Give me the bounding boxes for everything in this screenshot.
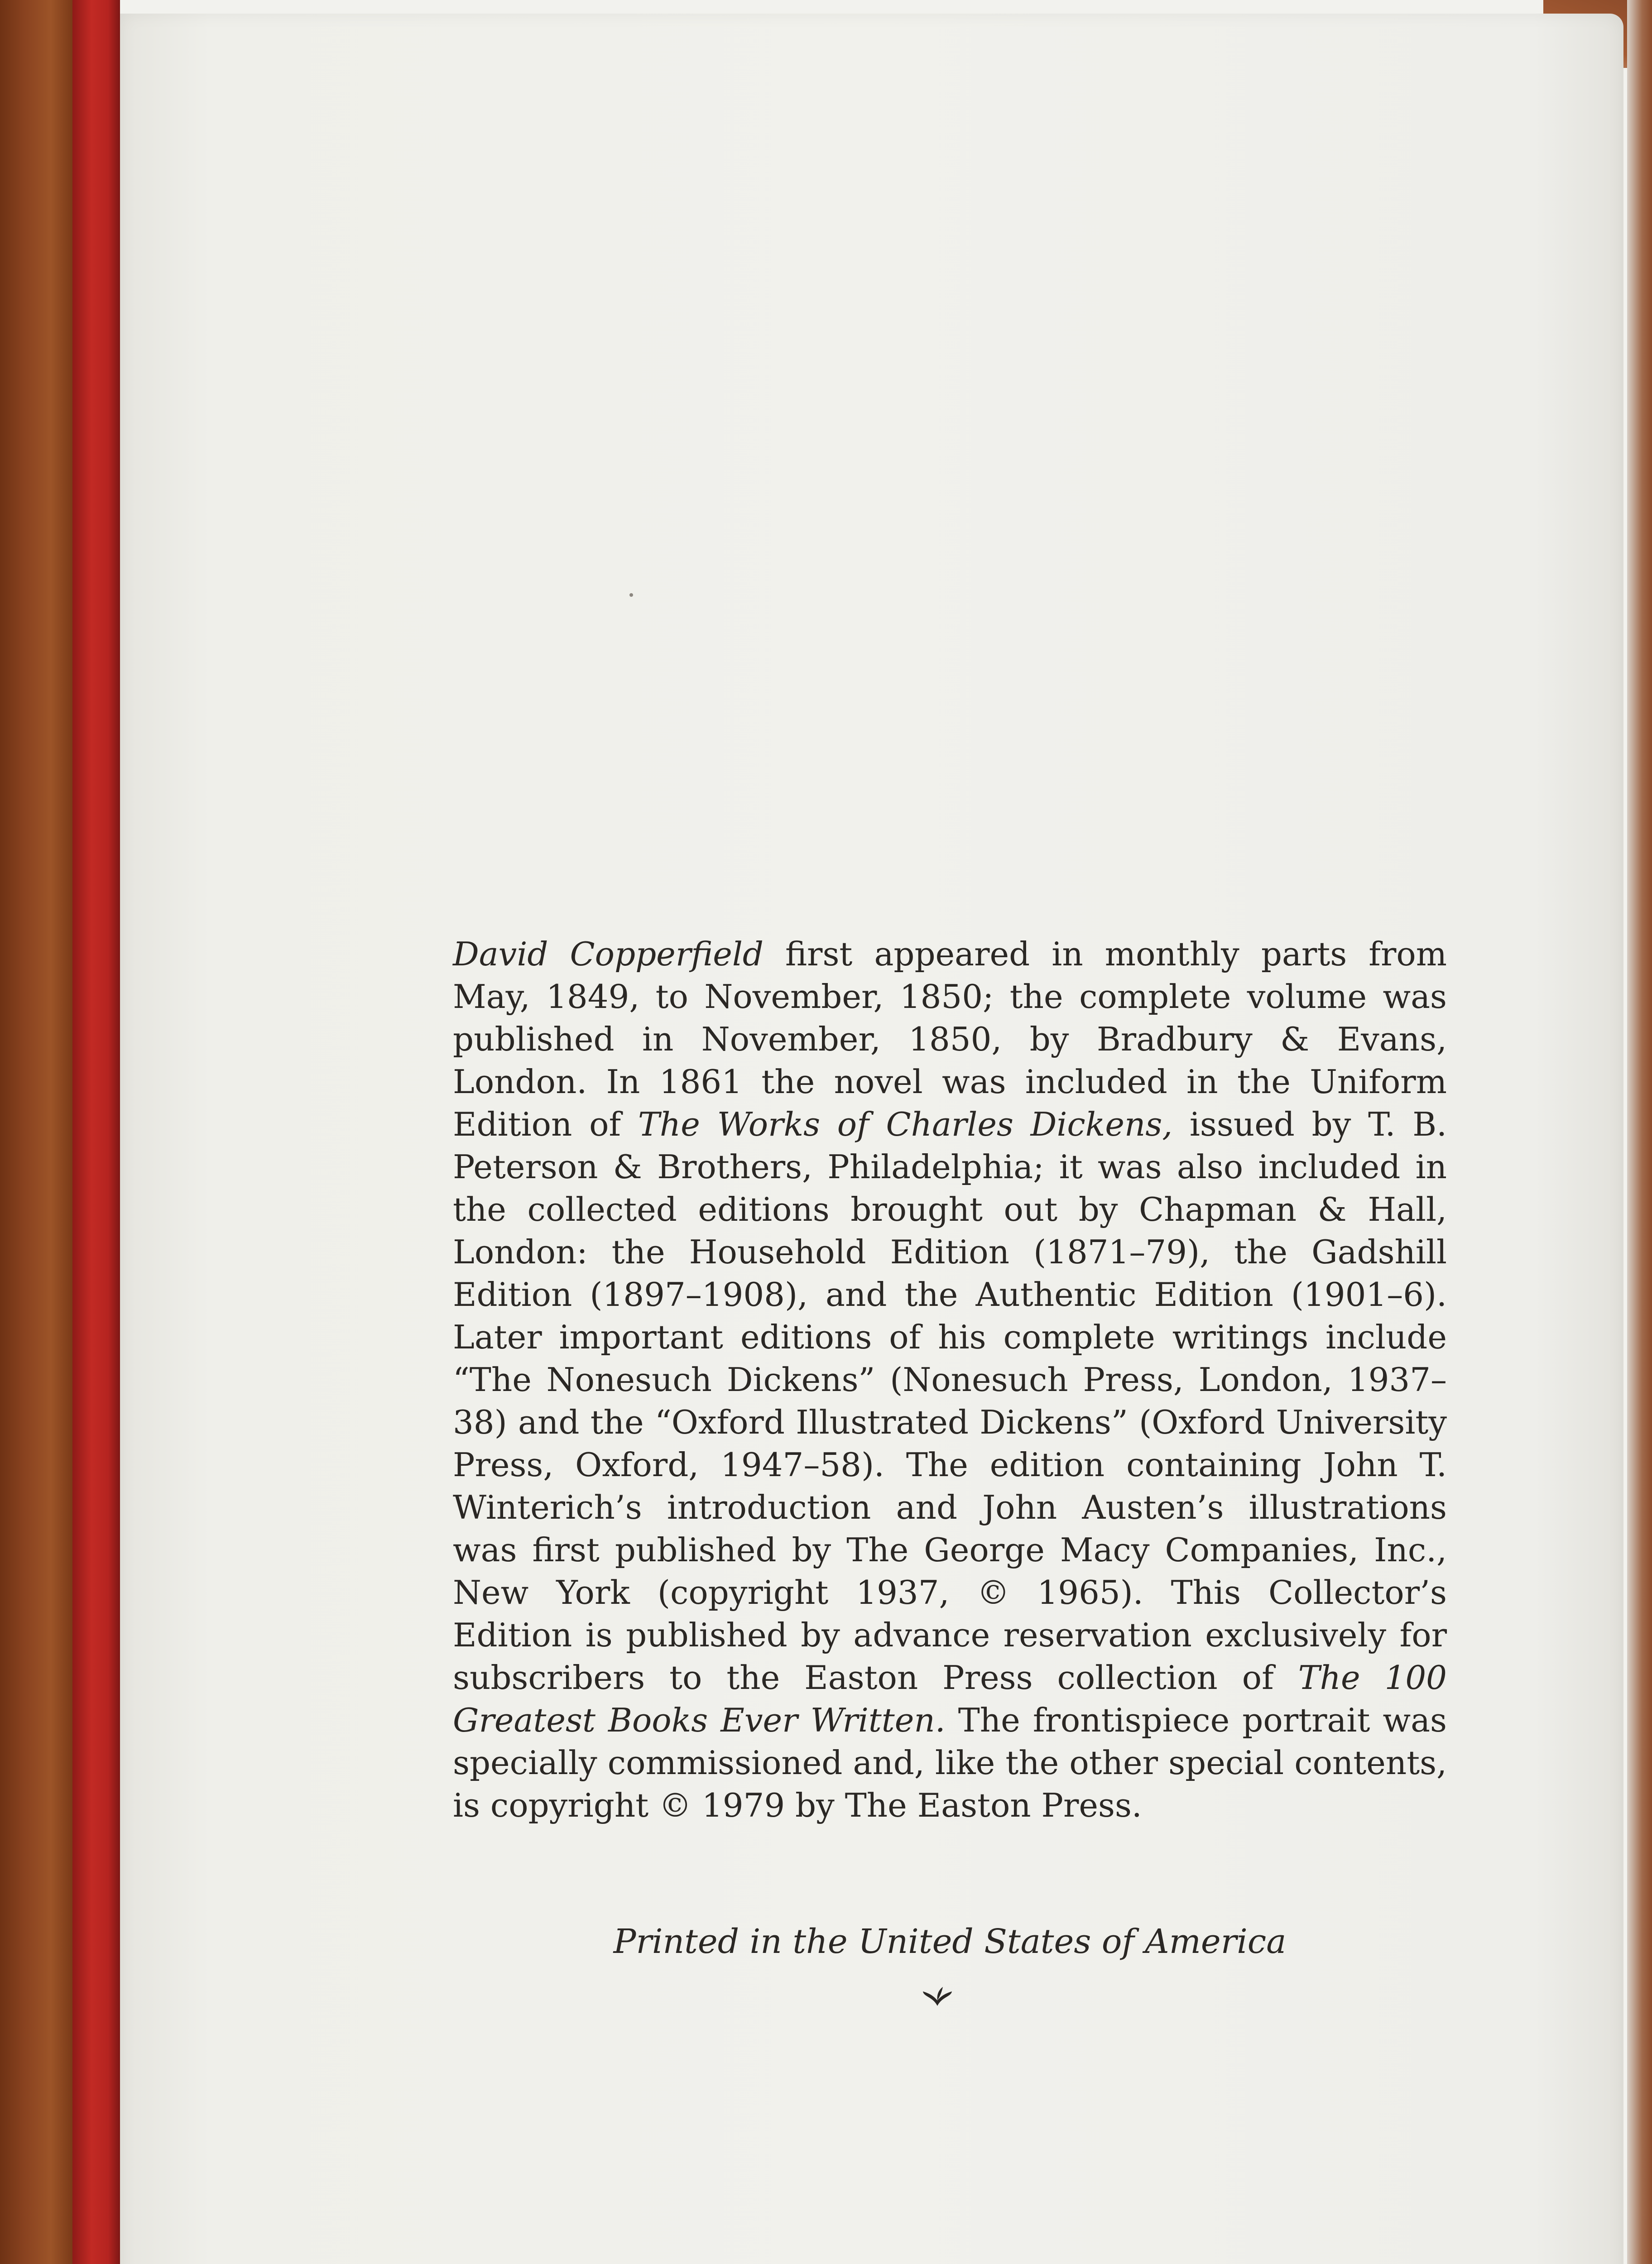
colophon-text-part: first appeared in monthly parts from May, 1849, to November, 1850; the complete volume was published in November, 1850, by Bradbury & Evans, London. In 1861 the novel was included in the Uniform Edition of [453, 935, 1447, 1143]
colophon-text [453, 933, 1447, 1827]
book-title-italic: David Copperfield [453, 935, 764, 973]
page-edge-right [1627, 0, 1652, 2264]
colophon-text-part: issued by T. B. Peterson & Brothers, Philadelphia; it was also included in the collected editions brought out by Chapman & Hall, London: the Household Edition (1871–79), the Gadshill Edition (1897–1908), and the Authentic Edition (1901–6). Later important editions of his complete writings include “The Nonesuch Dickens” (Nonesuch Press, London, 1937–38) and the “Oxford Illustrated Dickens” (Oxford University Press, Oxford, 1947–58). The edition containing John T. Winterich’s introduction and John Austen’s illustrations was first published by The George Macy Companies, Inc., New York (copyright 1937, © 1965). This Collector’s Edition is published by advance reservation exclusively for subscribers to the Easton Press collection of [453, 1105, 1447, 1697]
printed-in-line: Printed in the United States of America [613, 1922, 1287, 1961]
fleuron-icon [919, 1983, 956, 2010]
works-title-italic: The Works of Charles Dickens, [638, 1105, 1173, 1143]
leather-cover-left [0, 0, 72, 2264]
colophon-paragraph [453, 933, 1447, 1827]
collection-title-italic: The 100 Greatest Books Ever Written. [453, 1659, 1447, 1739]
red-spine-lining [72, 0, 120, 2264]
colophon-text-part: The frontispiece portrait was specially commissioned and, like the other special contents, is copyright © 1979 by The Easton Press. [453, 1701, 1447, 1824]
paper-speck [629, 593, 633, 597]
